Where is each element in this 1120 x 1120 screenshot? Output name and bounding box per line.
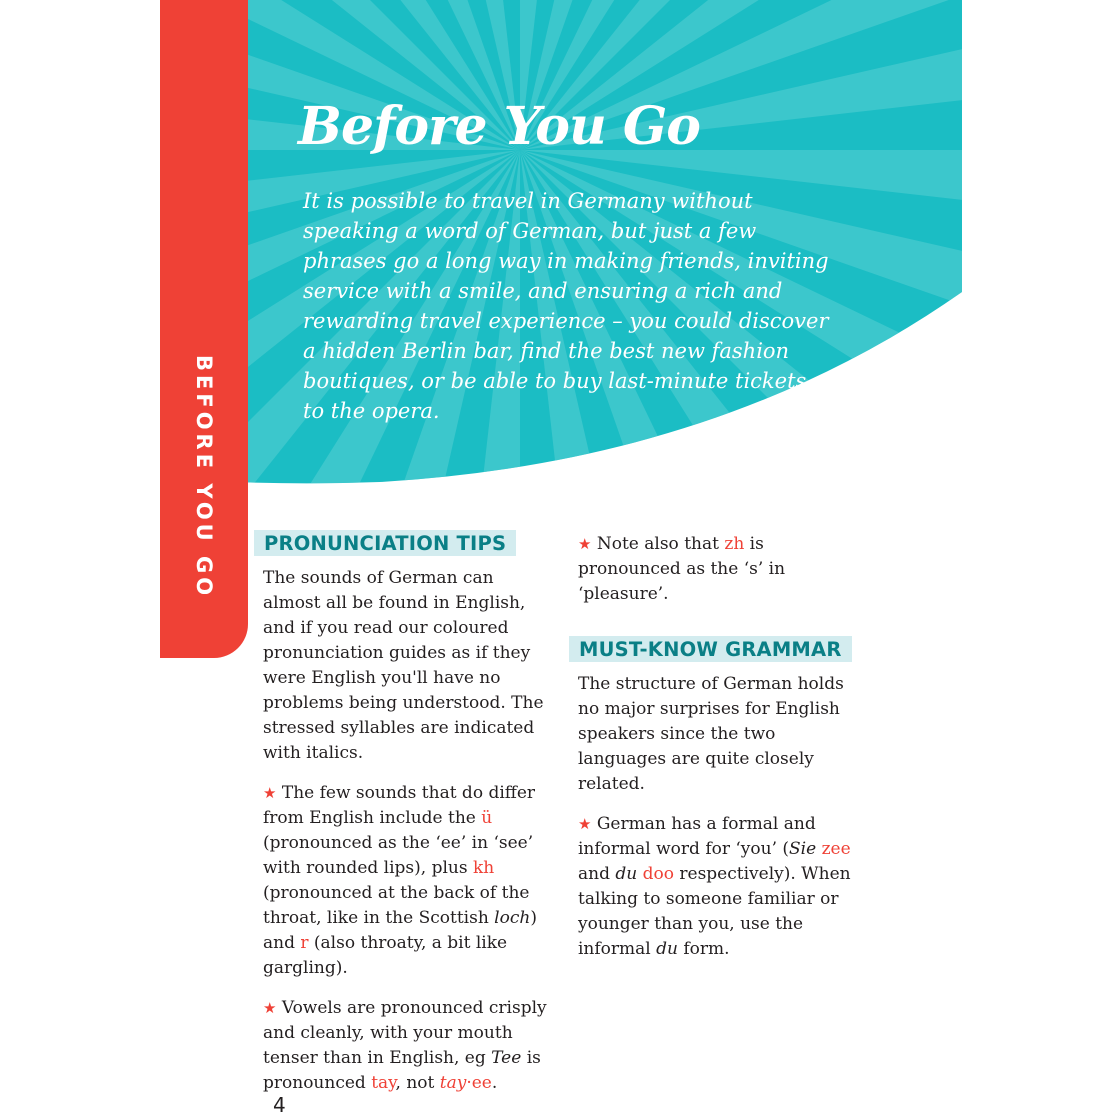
intro-paragraph: It is possible to travel in Germany without speaking a word of German, but just a few phrases go a long way in making friends, inviting service with a smile, and ensuring a rich and rewarding travel experience – you could discover a hidden Berlin bar, find the best new fashion boutiques, or be able to buy last-minute tickets to the opera. [303, 189, 829, 423]
page-title: Before You Go [298, 96, 700, 157]
star-bullet-icon: ★ [578, 535, 592, 553]
pronunciation-heading: PRONUNCIATION TIPS [254, 530, 516, 556]
pronunciation-zh: ★ Note also that zh is pronounced as the ‘s’ in ‘pleasure’. [578, 534, 786, 604]
word-du: du [615, 864, 638, 884]
pron-ee: ·ee [466, 1073, 492, 1093]
pron-kh: kh [472, 858, 495, 878]
pronunciation-intro: The sounds of German can almost all be found in English, and if you read our coloured pronunciation guides as if they were English you'll have no problems being understood. The stressed syllables are indicated with italics. [263, 568, 544, 763]
pron-tay-stressed: tay [439, 1073, 467, 1093]
pron-u: ü [481, 808, 493, 828]
guidebook-page [160, 0, 962, 1120]
left-column [263, 530, 548, 1111]
pron-zh: zh [724, 534, 745, 554]
section-side-tab [160, 0, 248, 658]
grammar-heading: MUST-KNOW GRAMMAR [569, 636, 852, 662]
star-bullet-icon: ★ [263, 999, 277, 1017]
word-loch: loch [494, 908, 531, 928]
right-column [578, 532, 863, 977]
word-du-informal: du [656, 939, 678, 959]
pronunciation-sounds: ★ The few sounds that do differ from English include the ü (pronounced as the ‘ee’ in ‘see’ with rounded lips), plus kh (pronounced at the back of the throat, like in the Scottish loch) and r (also throaty, a bit like gargling). [263, 783, 537, 978]
hero-banner [160, 0, 962, 500]
word-sie: Sie [789, 839, 817, 859]
pron-zee: zee [821, 839, 851, 859]
pron-r: r [300, 933, 309, 953]
pronunciation-vowels: ★ Vowels are pronounced crisply and cleanly, with your mouth tenser than in English, eg Tee is pronounced tay, not tay·ee. [263, 998, 547, 1093]
star-bullet-icon: ★ [263, 784, 277, 802]
star-bullet-icon: ★ [578, 815, 592, 833]
grammar-formal-informal: ★ German has a formal and informal word for ‘you’ (Sie zee and du doo respectively). When talking to someone familiar or younger than you, use the informal du form. [578, 814, 851, 959]
pron-tay: tay [371, 1073, 396, 1093]
page-number: 4 [273, 1093, 286, 1117]
side-tab-label: BEFORE YOU GO [192, 355, 216, 600]
pron-doo: doo [642, 864, 674, 884]
word-tee: Tee [491, 1048, 522, 1068]
grammar-intro: The structure of German holds no major surprises for English speakers since the two languages are quite closely related. [578, 674, 844, 794]
